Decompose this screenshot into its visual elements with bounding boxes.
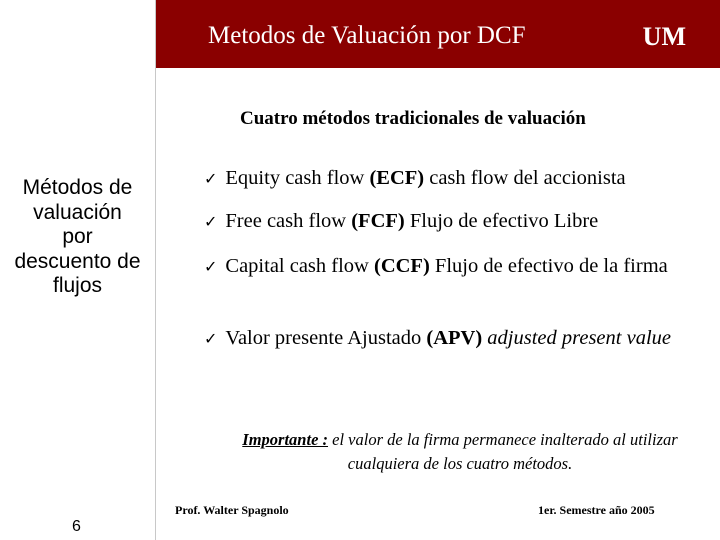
item-abbreviation: (APV): [426, 327, 483, 349]
item-text: Free cash flow: [225, 210, 352, 232]
note-text: el valor de la firma permanece inalterado al utilizar cualquiera de los cuatro métodos.: [328, 430, 678, 473]
list-item-fcf: [204, 209, 708, 234]
sidebar-caption-line: por: [62, 225, 93, 248]
footer-semester: 1er. Semestre año 2005: [538, 503, 655, 517]
sidebar-caption-line: descuento de: [14, 249, 141, 273]
slide-title: Metodos de Valuación por DCF: [208, 22, 526, 49]
item-description: adjusted present value: [487, 327, 671, 349]
item-abbreviation: (CCF): [374, 255, 430, 277]
checkmark-icon: ✓: [204, 257, 218, 276]
item-abbreviation: (FCF): [351, 210, 405, 232]
divider-line: [155, 0, 156, 540]
list-item-ccf: [204, 254, 708, 279]
sidebar-caption-line: Métodos de: [22, 176, 133, 199]
important-note: [210, 428, 710, 476]
item-text: Capital cash flow: [225, 255, 374, 277]
page-number: 6: [72, 518, 81, 535]
item-text: Equity cash flow: [225, 167, 370, 189]
checkmark-icon: ✓: [204, 329, 218, 348]
item-description: cash flow del accionista: [424, 167, 626, 189]
item-description: Flujo de efectivo de la firma: [429, 255, 668, 277]
footer-author: Prof. Walter Spagnolo: [175, 503, 289, 517]
title-banner: [156, 0, 720, 68]
item-description: Flujo de efectivo Libre: [404, 210, 599, 232]
list-item-ecf: [204, 166, 708, 191]
sidebar-caption: [0, 176, 155, 299]
slide-subtitle: Cuatro métodos tradicionales de valuación: [240, 108, 586, 129]
item-text: Valor presente Ajustado: [225, 327, 427, 349]
um-logo-text: UM: [642, 22, 686, 51]
item-abbreviation: (ECF): [369, 167, 425, 189]
checkmark-icon: ✓: [204, 212, 218, 231]
sidebar-caption-line: flujos: [52, 274, 103, 297]
list-item-apv: [204, 326, 708, 351]
note-label: Importante :: [242, 430, 329, 449]
checkmark-icon: ✓: [204, 169, 218, 188]
sidebar-caption-line: valuación: [33, 200, 122, 224]
